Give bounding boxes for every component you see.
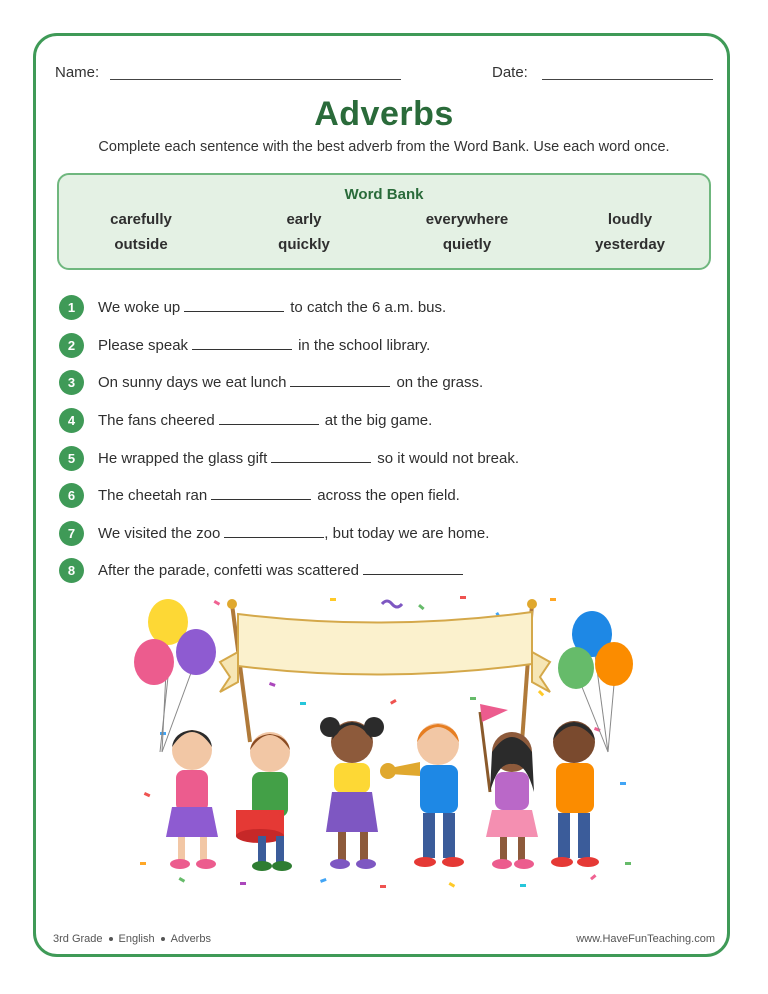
answer-blank[interactable] <box>290 373 390 387</box>
answer-blank[interactable] <box>184 298 284 312</box>
question-number: 2 <box>59 333 84 358</box>
answer-blank[interactable] <box>363 561 463 575</box>
kid-6 <box>551 721 599 867</box>
question-text-before: The cheetah ran <box>98 487 208 504</box>
question-text-before: After the parade, confetti was scattered <box>98 562 359 579</box>
footer-subject: English <box>118 933 155 945</box>
question-text-before: The fans cheered <box>98 412 215 429</box>
question-text-before: He wrapped the glass gift <box>98 450 268 467</box>
instructions: Complete each sentence with the best adverb from the Word Bank. Use each word once. <box>98 139 670 155</box>
footer-grade: 3rd Grade <box>53 933 103 945</box>
word-bank-word: quietly <box>442 236 492 253</box>
question-text-after: , but today we are home. <box>324 525 490 542</box>
parade-illustration <box>120 592 650 902</box>
question-text-after: to catch the 6 a.m. bus. <box>290 299 447 316</box>
bullet-dot <box>161 937 165 941</box>
question-number: 3 <box>59 370 84 395</box>
question-number: 1 <box>59 295 84 320</box>
question-text-before: We woke up <box>98 299 181 316</box>
footer-website[interactable]: www.HaveFunTeaching.com <box>576 933 715 945</box>
question-text-after: at the big game. <box>324 412 433 429</box>
kid-5-flag <box>480 704 538 869</box>
question-number: 7 <box>59 521 84 546</box>
kid-3 <box>320 717 384 869</box>
name-label: Name: <box>55 64 100 81</box>
bullet-dot <box>109 937 113 941</box>
answer-blank[interactable] <box>219 411 319 425</box>
word-bank <box>57 173 711 270</box>
question-text-before: Please speak <box>98 337 189 354</box>
answer-blank[interactable] <box>224 524 324 538</box>
kid-4-trumpet <box>380 723 464 867</box>
word-bank-word: early <box>286 211 322 228</box>
question-text-after: in the school library. <box>298 337 431 354</box>
word-bank-word: yesterday <box>594 236 666 253</box>
answer-blank[interactable] <box>271 449 371 463</box>
word-bank-word: loudly <box>607 211 653 228</box>
parade-banner <box>220 599 550 742</box>
name-line <box>110 79 401 80</box>
word-bank-word: outside <box>114 236 168 253</box>
kid-2-drummer <box>236 732 292 871</box>
date-line <box>542 79 713 80</box>
date-label: Date: <box>492 64 528 81</box>
question-text-after: so it would not break. <box>377 450 520 467</box>
word-bank-word: quickly <box>278 236 330 253</box>
question-text-after: on the grass. <box>396 374 484 391</box>
balloons-left <box>134 599 216 752</box>
footer-tags <box>53 933 211 945</box>
footer-topic: Adverbs <box>170 933 211 945</box>
word-bank-word: carefully <box>110 211 172 228</box>
question-number: 6 <box>59 483 84 508</box>
question-text-before: On sunny days we eat lunch <box>98 374 287 391</box>
question-text-before: We visited the zoo <box>98 525 221 542</box>
answer-blank[interactable] <box>192 336 292 350</box>
question-text-after: across the open field. <box>317 487 460 504</box>
question-number: 4 <box>59 408 84 433</box>
question-number: 8 <box>59 558 84 583</box>
word-bank-title: Word Bank <box>344 186 424 203</box>
page-title: Adverbs <box>314 95 454 133</box>
word-bank-word: everywhere <box>425 211 509 228</box>
question-number: 5 <box>59 446 84 471</box>
kid-1 <box>166 730 218 869</box>
answer-blank[interactable] <box>211 486 311 500</box>
